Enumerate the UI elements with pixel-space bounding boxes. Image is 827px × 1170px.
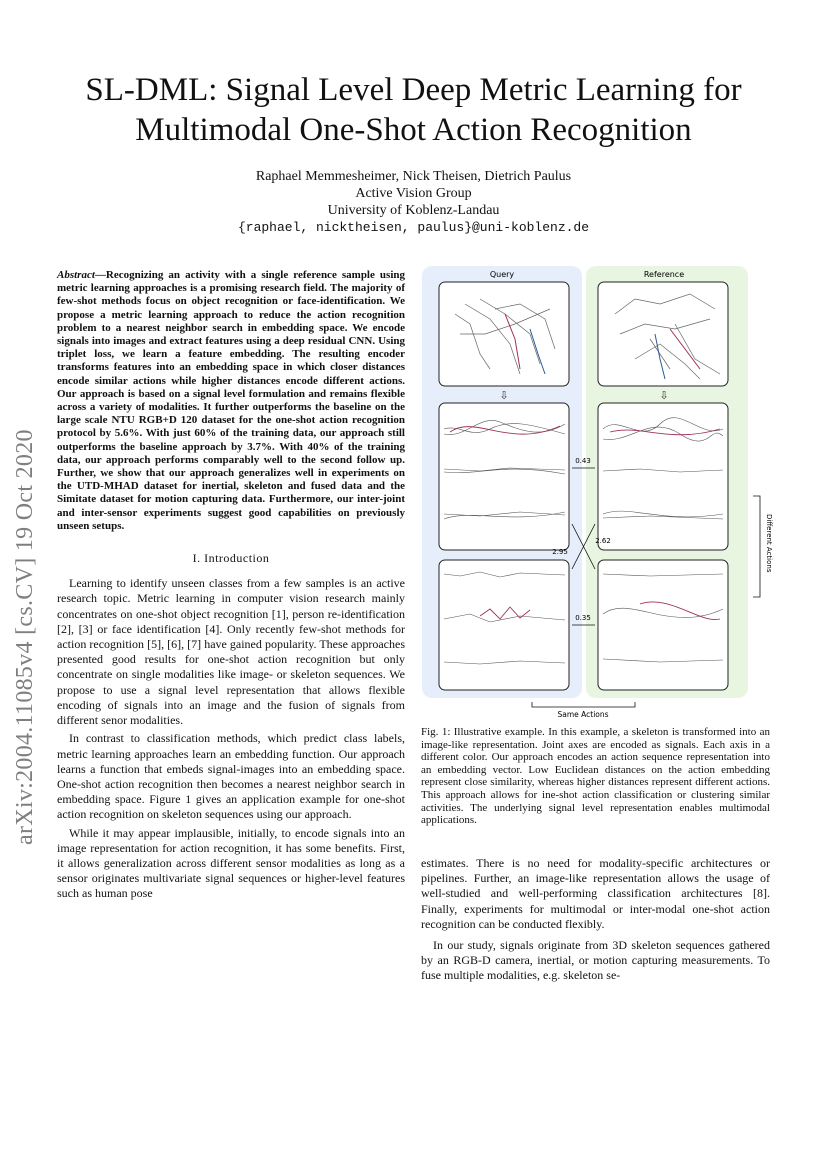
distance-cross-1: 2.95 xyxy=(552,548,568,556)
query-signal-top xyxy=(439,403,569,550)
left-column xyxy=(57,269,405,905)
intro-paragraph-1: Learning to identify unseen classes from a few samples is an active research topic. Metric learning in computer vision research mainly concentrates on one-shot object recognition [1], person re-identification [2], [3] or face identification [4]. Only recently few-shot methods for action recognition [5], [6], [7] have gained popularity. These approaches presented good results for one-shot action recognition but only concentrate on single modalities like image- or skeleton sequences. We propose to use a signal level representation that allows flexible encoding of signals into an image and the fusion of signals from different senor modalities. xyxy=(57,576,405,728)
intro-paragraph-5: In our study, signals originate from 3D skeleton sequences gathered by an RGB-D camera, inertial, or motion capturing measurements. To fuse multiple modalities, e.g. skeleton se- xyxy=(421,938,770,983)
abstract-text: —Recognizing an activity with a single reference sample using metric learning approaches is a promising research field. The majority of few-shot methods focus on object recognition or face-identification. We propose a metric learning approach to reduce the action recognition problem to a nearest neighbor search in embedding space. We encode signals into images and extract features using a deep residual CNN. Using triplet loss, we learn a feature embedding. The resulting encoder transforms features into an embedding space in which closer distances encode similar actions while higher distances encode different actions. Our approach is based on a signal level formulation and remains flexible across a variety of modalities. It further outperforms the baseline on the large scale NTU RGB+D 120 dataset for the one-shot action recognition protocol by 5.6%. With just 60% of the training data, our approach still outperforms the baseline approach by 3.7%. With 40% of the training data, our approach performs comparably well to the second follow up. Further, we show that our approach generalizes well in experiments on the UTD-MHAD dataset for inertial, skeleton and fused data and the Simitate dataset for motion capturing data. Furthermore, our inter-joint and inter-sensor experiments suggest good capabilities on previously unseen setups. xyxy=(57,269,405,532)
query-skeleton-box xyxy=(439,282,569,386)
abstract-label: Abstract xyxy=(57,269,95,281)
query-signal-bottom xyxy=(439,560,569,690)
svg-text:⇩: ⇩ xyxy=(499,389,509,402)
reference-signal-bottom xyxy=(598,560,728,690)
query-label: Query xyxy=(489,270,515,279)
distance-top: 0.43 xyxy=(575,457,591,465)
right-column xyxy=(421,856,770,987)
title-line-2: Multimodal One-Shot Action Recognition xyxy=(135,112,692,148)
distance-bottom: 0.35 xyxy=(575,614,591,622)
author-university: University of Koblenz-Landau xyxy=(327,203,500,218)
title-line-1: SL-DML: Signal Level Deep Metric Learning for xyxy=(85,72,742,108)
same-actions-label: Same Actions xyxy=(557,710,609,719)
abstract xyxy=(57,269,405,533)
different-actions-label: Different Actions xyxy=(765,514,773,573)
figure-diagram xyxy=(420,264,800,724)
author-block xyxy=(0,168,827,236)
author-email: {raphael, nicktheisen, paulus}@uni-koblenz.de xyxy=(237,220,590,235)
intro-paragraph-4: estimates. There is no need for modality-specific architectures or pipelines. Further, an image-like representation allows the usage of well-studied and well-performing classification architectures [8]. Finally, experiments for multimodal or inter-modal one-shot action recognition can be conducted flexibly. xyxy=(421,856,770,931)
intro-paragraph-3: While it may appear implausible, initially, to encode signals into an image representation for action recognition, it has some benefits. First, it allows generalization across different sensor modalities as long as a sensor originates multivariate signal sequences or higher-level features such as human pose xyxy=(57,825,405,901)
figure-caption: Fig. 1: Illustrative example. In this example, a skeleton is transformed into an image-like representation. Joint axes are encoded as signals. Each axis in a different color. Our approach encodes an action sequence representation into an embedding vector. Low Euclidean distances on the action embedding represent close similarity, whereas higher distances represent different actions. This approach allows for ine-shot action classification or clustering similar activities. The underlying signal level representation enables multimodal applications. xyxy=(421,726,770,827)
author-group: Active Vision Group xyxy=(355,186,472,201)
intro-paragraph-2: In contrast to classification methods, which predict class labels, metric learning approaches learn an embedding function. Our approach learns a function that embeds signal-images into an embedding space. One-shot action recognition then becomes a nearest neighbor search in embedding space. Figure 1 gives an application example for one-shot action recognition on skeleton sequences using our approach. xyxy=(57,731,405,822)
distance-cross-2: 2.62 xyxy=(595,537,611,545)
section-heading: I. Introduction xyxy=(192,551,270,566)
figure-1 xyxy=(420,264,800,724)
svg-text:⇩: ⇩ xyxy=(659,389,669,402)
reference-label: Reference xyxy=(643,270,685,279)
arxiv-stamp: arXiv:2004.11085v4 [cs.CV] 19 Oct 2020 xyxy=(12,429,38,845)
paper-title xyxy=(40,70,787,150)
author-names: Raphael Memmesheimer, Nick Theisen, Dietrich Paulus xyxy=(255,169,572,184)
